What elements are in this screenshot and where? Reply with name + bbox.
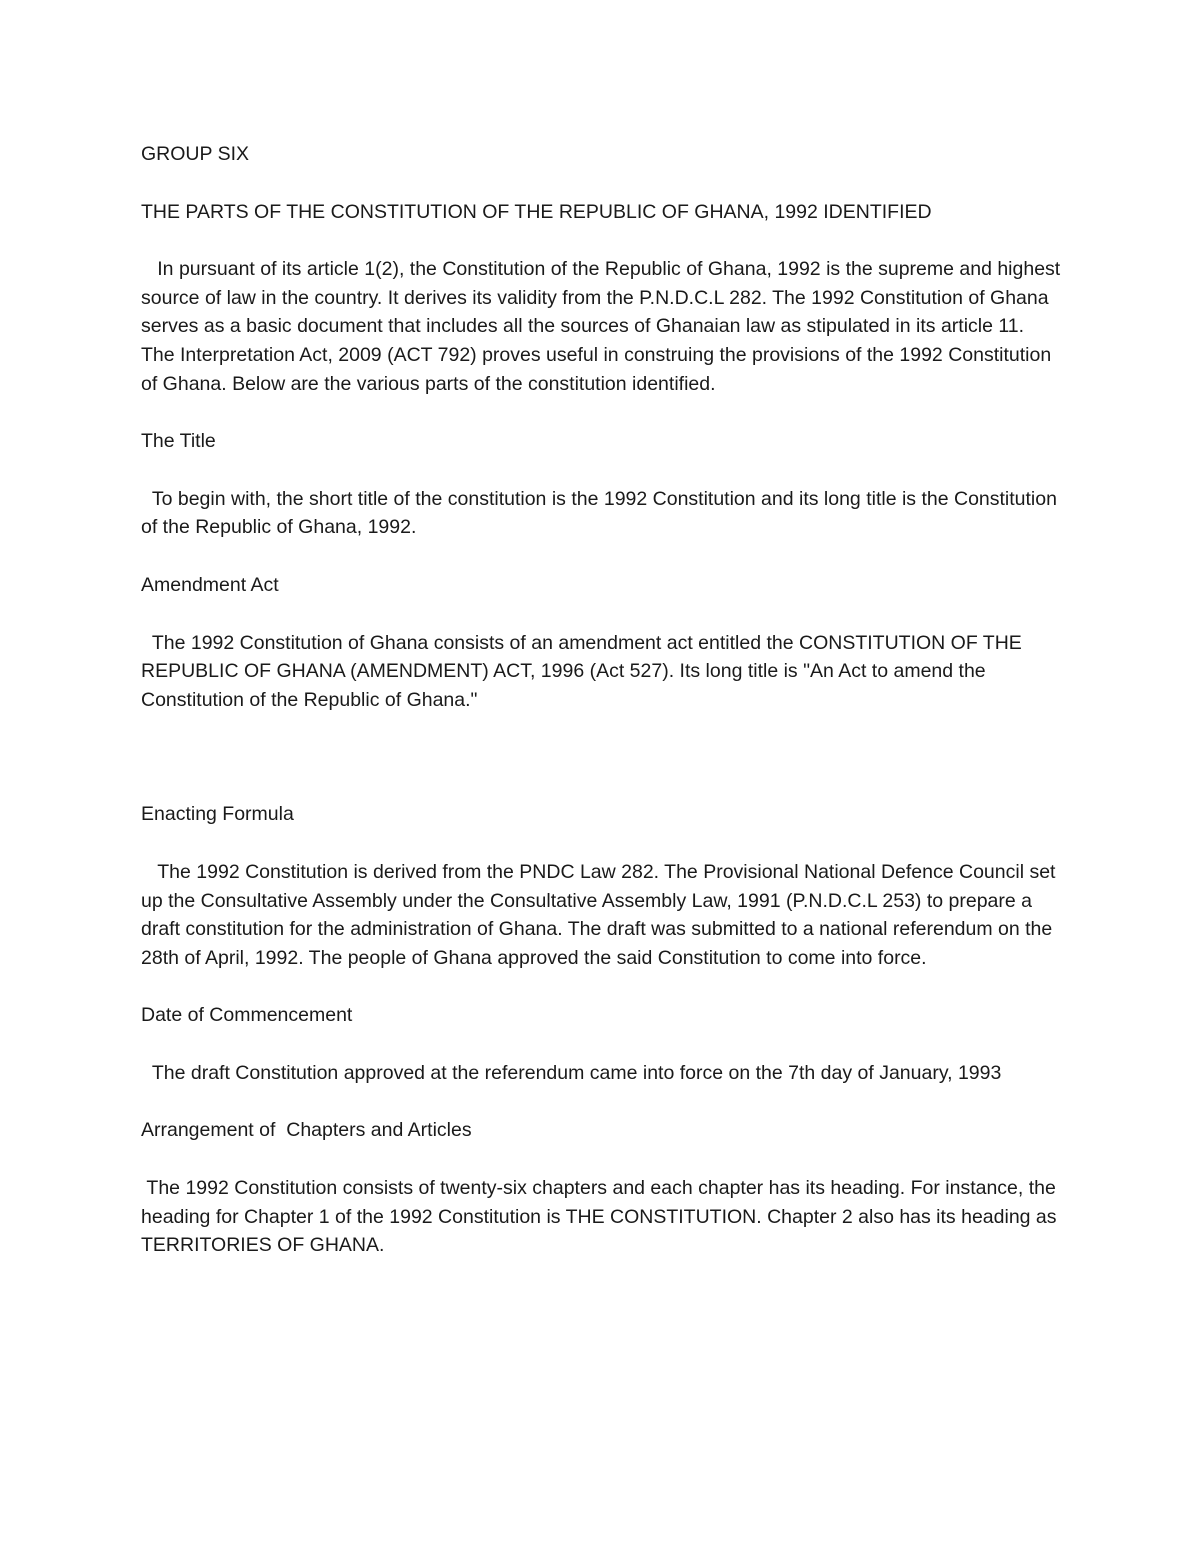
section-heading-amendment-act: Amendment Act (141, 573, 279, 596)
section-heading-date-of-commencement: Date of Commencement (141, 1004, 353, 1027)
section-heading-arrangement: Arrangement of Chapters and Articles (141, 1119, 472, 1142)
document-page (141, 140, 1066, 1260)
section-body-amendment-act: The 1992 Constitution of Ghana consists of an amendment act entitled the CONSTITUTION OF THE REPUBLIC OF GHANA (AMENDMENT) ACT, 1996 (Act 527). Its long title is "An Act to amend the Constitution of the Republic of Ghana." (141, 631, 1028, 711)
section-body-enacting-formula: The 1992 Constitution is derived from the PNDC Law 282. The Provisional National Defence Council set up the Consultative Assembly under the Consultative Assembly Law, 1991 (P.N.D.C.L 253) to prepare a draft constitution for the administration of Ghana. The draft was submitted to a national referendum on the 28th of April, 1992. The people of Ghana approved the said Constitution to come into force. (141, 860, 1061, 969)
section-body-title: To begin with, the short title of the constitution is the 1992 Constitution and its long title is the Constitution of the Republic of Ghana, 1992. (141, 487, 1063, 539)
group-label: GROUP SIX (141, 143, 250, 165)
section-body-date-of-commencement: The draft Constitution approved at the referendum came into force on the 7th day of January, 1993 (141, 1061, 1002, 1084)
section-heading-title: The Title (141, 430, 216, 453)
section-body-arrangement: The 1992 Constitution consists of twenty-six chapters and each chapter has its heading. For instance, the heading for Chapter 1 of the 1992 Constitution is THE CONSTITUTION. Chapter 2 also has its heading as TERRITORIES OF GHANA. (141, 1177, 1062, 1257)
section-heading-enacting-formula: Enacting Formula (141, 803, 294, 826)
document-title: THE PARTS OF THE CONSTITUTION OF THE REPUBLIC OF GHANA, 1992 IDENTIFIED (141, 200, 932, 223)
intro-paragraph: In pursuant of its article 1(2), the Constitution of the Republic of Ghana, 1992 is the supreme and highest source of law in the country. It derives its validity from the P.N.D.C.L 282. The 1992 Constitution of Ghana serves as a basic document that includes all the sources of Ghanaian law as stipulated in its article 11. The Interpretation Act, 2009 (ACT 792) proves useful in construing the provisions of the 1992 Constitution of Ghana. Below are the various parts of the constitution identified. (141, 258, 1066, 395)
